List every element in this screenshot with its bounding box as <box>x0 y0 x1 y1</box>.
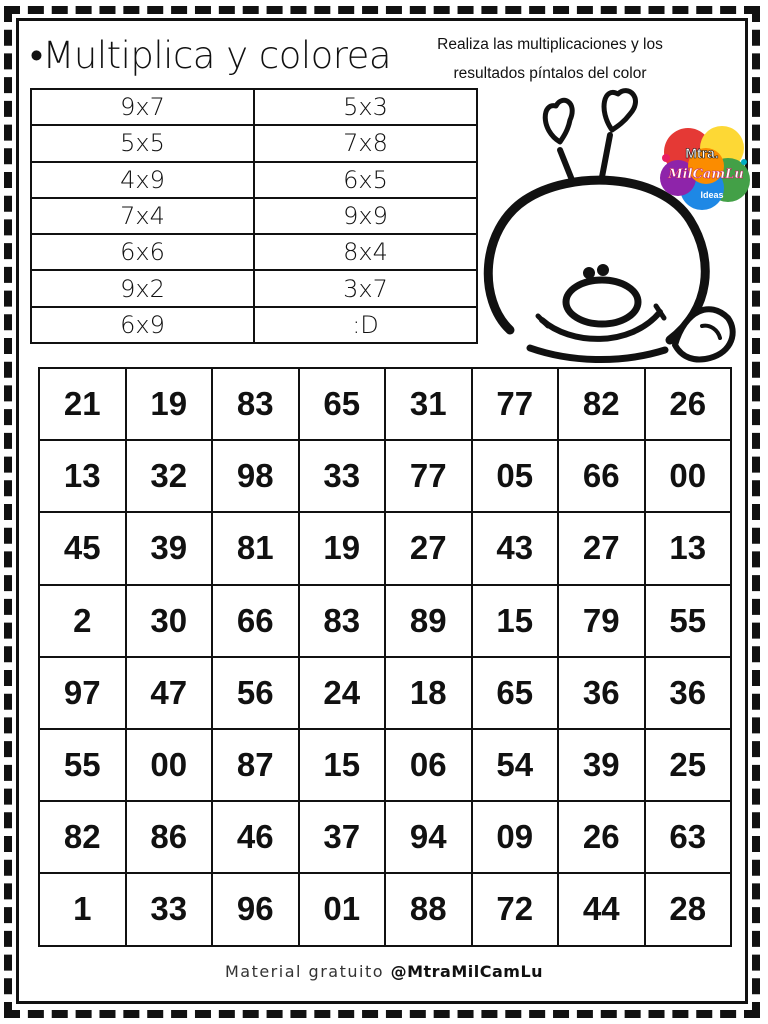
grid-cell[interactable]: 66 <box>212 585 299 657</box>
grid-cell[interactable]: 13 <box>39 440 126 512</box>
grid-cell[interactable]: 46 <box>212 801 299 873</box>
grid-cell[interactable]: 82 <box>39 801 126 873</box>
operation-cell: 4x9 <box>31 162 254 198</box>
operation-row <box>31 234 477 270</box>
grid-cell[interactable]: 06 <box>385 729 472 801</box>
grid-cell[interactable]: 19 <box>126 368 213 440</box>
grid-cell[interactable]: 63 <box>645 801 732 873</box>
grid-cell[interactable]: 1 <box>39 873 126 945</box>
grid-cell[interactable]: 55 <box>39 729 126 801</box>
grid-cell[interactable]: 32 <box>126 440 213 512</box>
grid-cell[interactable]: 26 <box>558 801 645 873</box>
page-title: •Multiplica y colorea <box>30 34 392 77</box>
footer-text: Material gratuito <box>224 962 384 981</box>
grid-cell[interactable]: 77 <box>385 440 472 512</box>
grid-row <box>39 873 731 945</box>
operation-cell: 3x7 <box>254 270 477 306</box>
logo-line-2: MilCamLu <box>668 167 744 182</box>
grid-cell[interactable]: 97 <box>39 657 126 729</box>
grid-row <box>39 801 731 873</box>
logo-line-1: Mtra. <box>685 145 719 161</box>
grid-cell[interactable]: 39 <box>126 512 213 584</box>
operation-cell: 9x9 <box>254 198 477 234</box>
grid-cell[interactable]: 28 <box>645 873 732 945</box>
grid-cell[interactable]: 88 <box>385 873 472 945</box>
grid-row <box>39 729 731 801</box>
grid-cell[interactable]: 89 <box>385 585 472 657</box>
operation-cell: 7x4 <box>31 198 254 234</box>
grid-cell[interactable]: 24 <box>299 657 386 729</box>
grid-cell[interactable]: 26 <box>645 368 732 440</box>
grid-row <box>39 585 731 657</box>
grid-cell[interactable]: 47 <box>126 657 213 729</box>
grid-cell[interactable]: 36 <box>558 657 645 729</box>
grid-cell[interactable]: 96 <box>212 873 299 945</box>
grid-row <box>39 440 731 512</box>
grid-cell[interactable]: 01 <box>299 873 386 945</box>
grid-cell[interactable]: 98 <box>212 440 299 512</box>
operation-row <box>31 89 477 125</box>
grid-row <box>39 657 731 729</box>
grid-cell[interactable]: 13 <box>645 512 732 584</box>
grid-cell[interactable]: 65 <box>472 657 559 729</box>
operation-cell: 5x3 <box>254 89 477 125</box>
grid-cell[interactable]: 37 <box>299 801 386 873</box>
operation-cell: 9x7 <box>31 89 254 125</box>
grid-cell[interactable]: 21 <box>39 368 126 440</box>
operation-cell: 6x9 <box>31 307 254 343</box>
grid-cell[interactable]: 55 <box>645 585 732 657</box>
grid-cell[interactable]: 15 <box>299 729 386 801</box>
grid-cell[interactable]: 19 <box>299 512 386 584</box>
grid-cell[interactable]: 39 <box>558 729 645 801</box>
grid-cell[interactable]: 83 <box>299 585 386 657</box>
operation-cell: 9x2 <box>31 270 254 306</box>
grid-cell[interactable]: 83 <box>212 368 299 440</box>
grid-cell[interactable]: 44 <box>558 873 645 945</box>
operation-row <box>31 162 477 198</box>
operation-cell: 8x4 <box>254 234 477 270</box>
grid-row <box>39 512 731 584</box>
grid-cell[interactable]: 30 <box>126 585 213 657</box>
operation-row <box>31 125 477 161</box>
grid-cell[interactable]: 2 <box>39 585 126 657</box>
grid-cell[interactable]: 66 <box>558 440 645 512</box>
grid-cell[interactable]: 86 <box>126 801 213 873</box>
multiplication-table <box>30 88 478 344</box>
operation-cell: :D <box>254 307 477 343</box>
instructions-line-1: Realiza las multiplicaciones y los <box>437 36 663 53</box>
operation-row <box>31 198 477 234</box>
grid-cell[interactable]: 25 <box>645 729 732 801</box>
grid-cell[interactable]: 77 <box>472 368 559 440</box>
grid-cell[interactable]: 43 <box>472 512 559 584</box>
grid-cell[interactable]: 87 <box>212 729 299 801</box>
operation-cell: 6x5 <box>254 162 477 198</box>
grid-cell[interactable]: 72 <box>472 873 559 945</box>
grid-cell[interactable]: 09 <box>472 801 559 873</box>
grid-row <box>39 368 731 440</box>
grid-cell[interactable]: 45 <box>39 512 126 584</box>
footer-handle: @MtraMilCamLu <box>390 962 544 981</box>
operation-row <box>31 307 477 343</box>
grid-cell[interactable]: 27 <box>558 512 645 584</box>
grid-cell[interactable]: 18 <box>385 657 472 729</box>
grid-cell[interactable]: 15 <box>472 585 559 657</box>
footer <box>0 962 768 981</box>
logo-line-3: Ideas <box>700 190 724 200</box>
grid-cell[interactable]: 56 <box>212 657 299 729</box>
grid-cell[interactable]: 33 <box>126 873 213 945</box>
operation-row <box>31 270 477 306</box>
grid-cell[interactable]: 33 <box>299 440 386 512</box>
instructions-line-2: resultados píntalos del color <box>453 65 647 82</box>
mtra-milcamlu-logo-icon <box>658 122 752 216</box>
grid-cell[interactable]: 82 <box>558 368 645 440</box>
grid-cell[interactable]: 36 <box>645 657 732 729</box>
grid-cell[interactable]: 05 <box>472 440 559 512</box>
grid-cell[interactable]: 00 <box>126 729 213 801</box>
grid-cell[interactable]: 79 <box>558 585 645 657</box>
grid-cell[interactable]: 31 <box>385 368 472 440</box>
grid-cell[interactable]: 27 <box>385 512 472 584</box>
grid-cell[interactable]: 81 <box>212 512 299 584</box>
operation-cell: 5x5 <box>31 125 254 161</box>
number-grid <box>38 367 732 947</box>
grid-cell[interactable]: 00 <box>645 440 732 512</box>
grid-cell[interactable]: 65 <box>299 368 386 440</box>
operation-cell: 7x8 <box>254 125 477 161</box>
grid-cell[interactable]: 94 <box>385 801 472 873</box>
grid-cell[interactable]: 54 <box>472 729 559 801</box>
operation-cell: 6x6 <box>31 234 254 270</box>
